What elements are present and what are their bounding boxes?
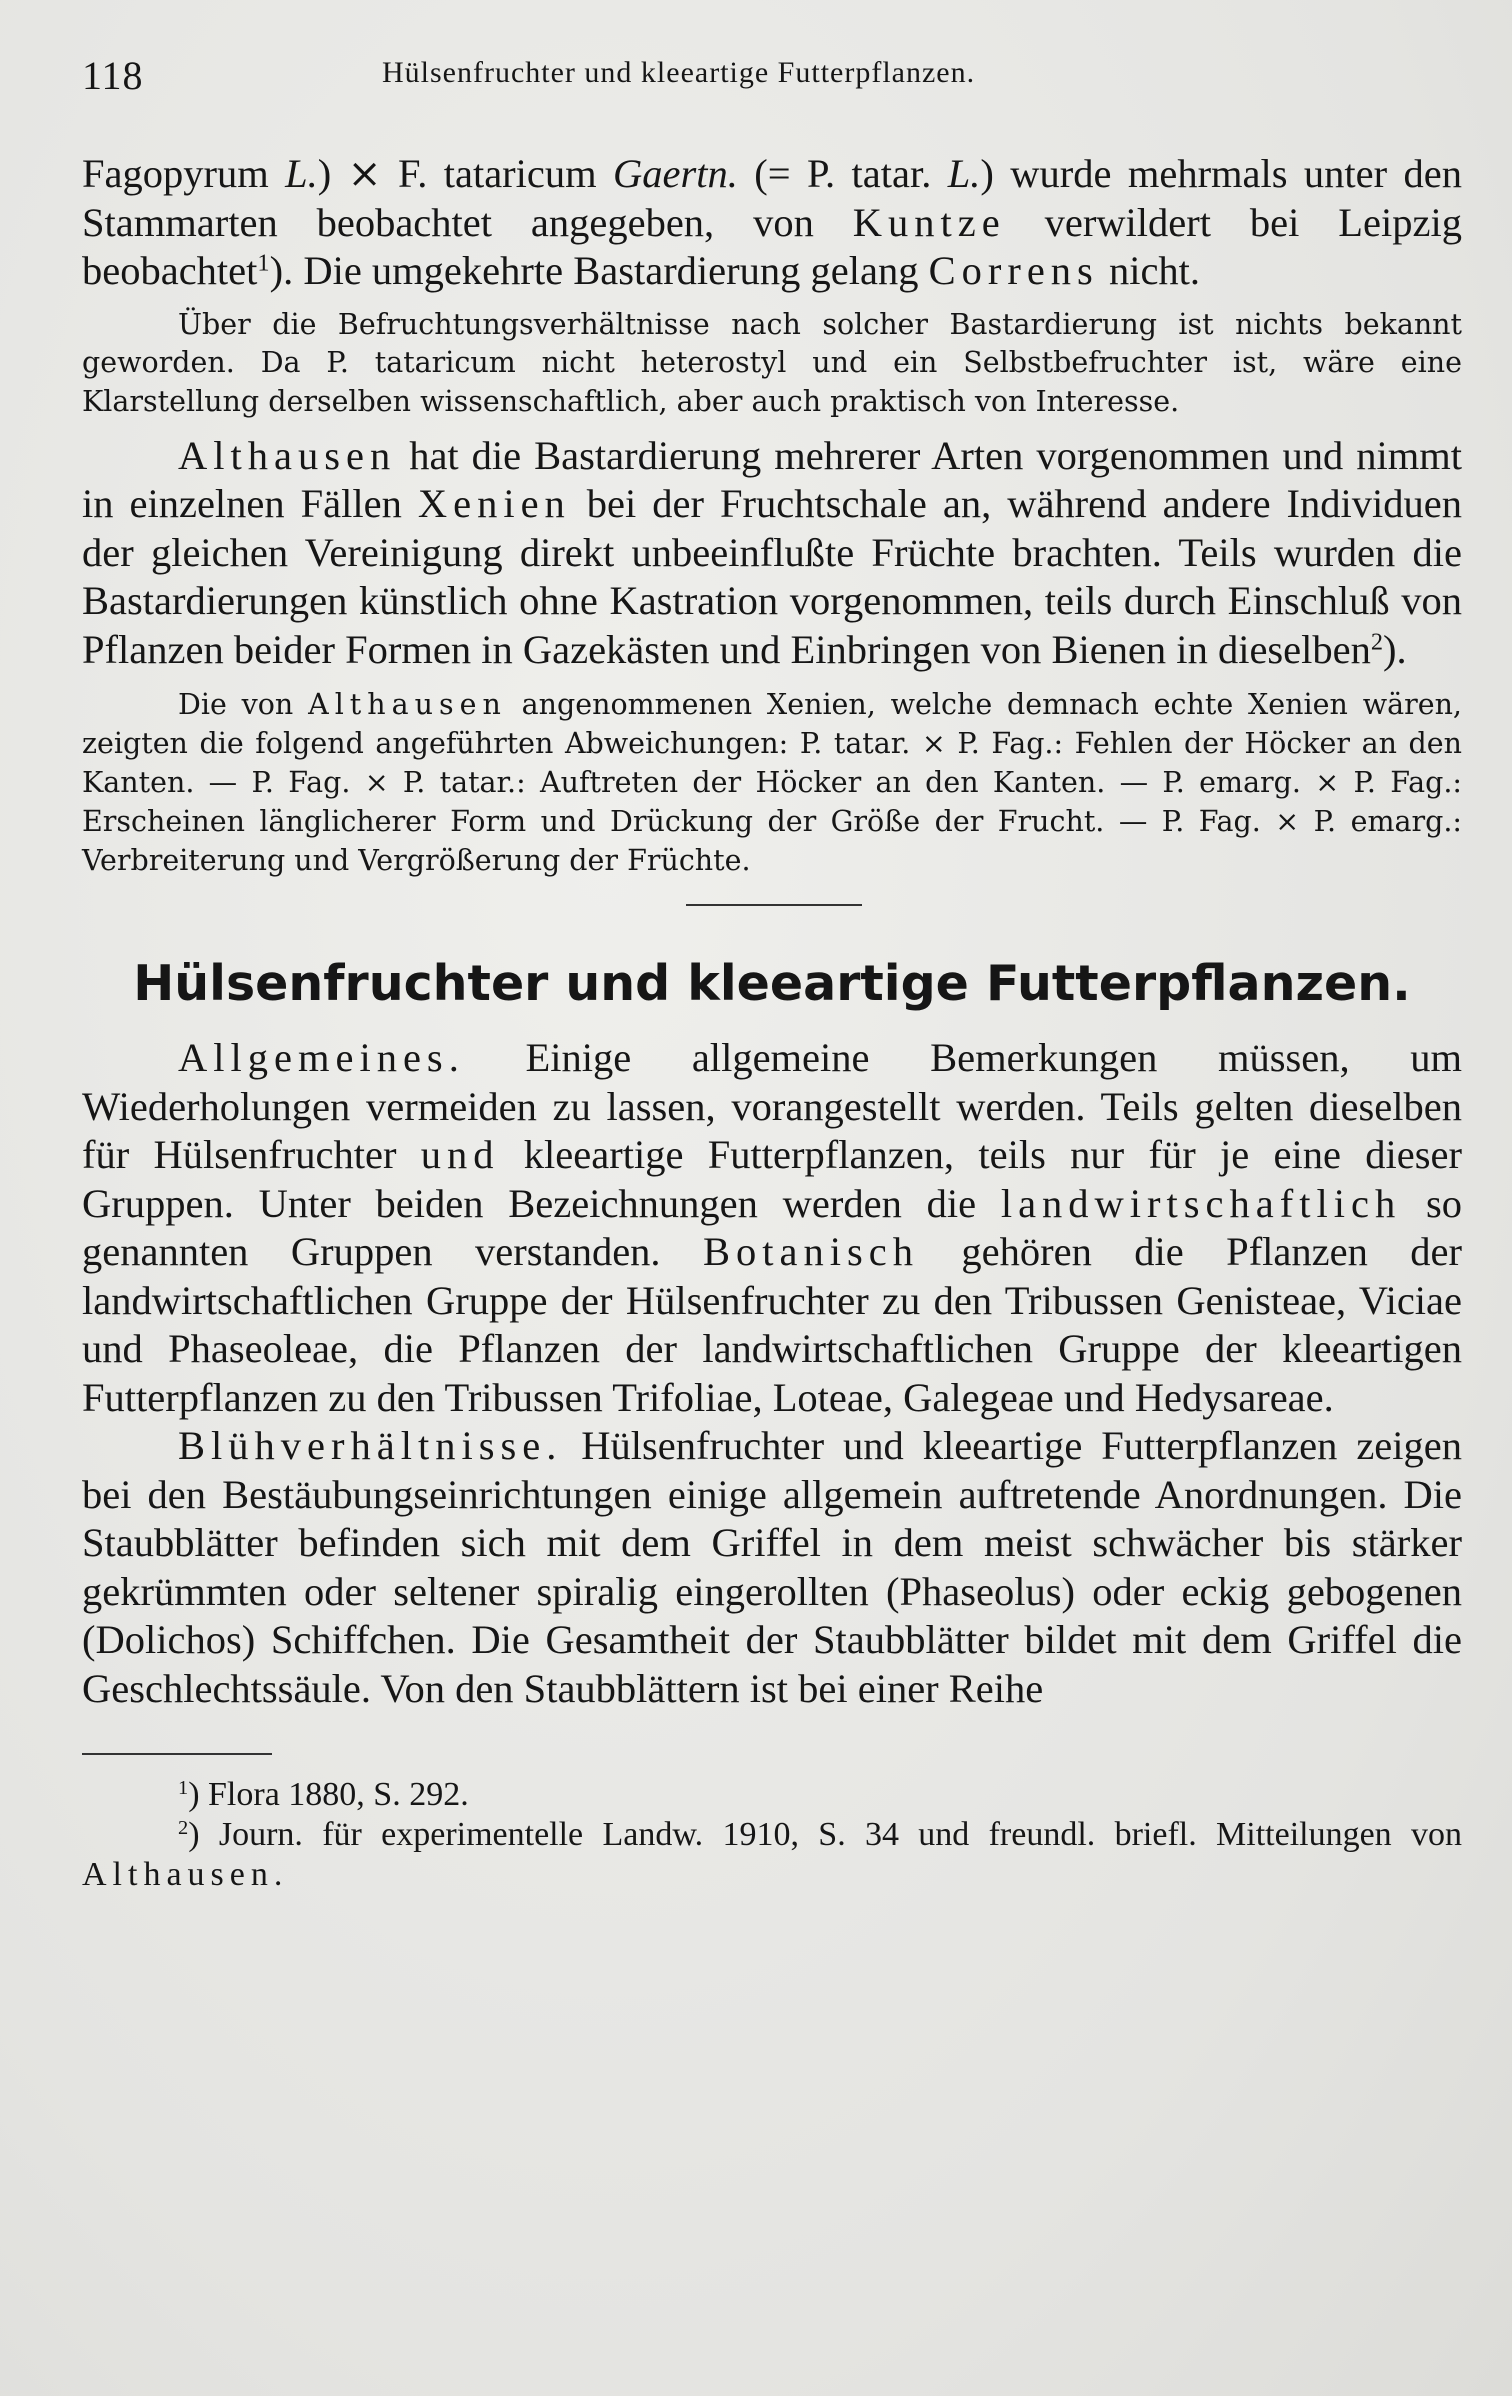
author-name: Althausen	[308, 688, 507, 722]
paragraph-fagopyrum	[82, 150, 1462, 296]
text-run-italic: Gaertn.	[613, 151, 738, 196]
text-run: hat die Bastardierung mehrerer Arten vorgenommen und nimmt in einzelnen Fällen	[82, 432, 1462, 527]
paragraph-althausen	[82, 432, 1462, 675]
author-name: Althausen	[178, 432, 397, 478]
footnote-rule	[82, 1753, 272, 1755]
text-run-italic: L.	[947, 151, 981, 196]
page-number: 118	[82, 53, 144, 98]
subheading-spaced: Blühverhältnisse.	[178, 1423, 563, 1469]
paragraph-bluehverhaeltnisse	[82, 1422, 1462, 1713]
text-run-italic: L.	[285, 151, 318, 196]
footnote-text: ) Journ. für experimentelle Landw. 1910, S. 34 und freundl. briefl. Mitteilungen von	[188, 1816, 1462, 1854]
text-run: Hülsenfruchter und kleeartige Futterpflanzen zeigen bei den Bestäubungseinrichtungen einige allgemein auftretende Anordnungen. Die Staubblätter befinden sich mit dem Griffel in dem meist schwächer bis stärker gekrümmten oder seltener spiralig eingerollten (Phaseolus) oder eckig gebogenen (Dolichos) Schiffchen. Die Gesamtheit der Staubblätter bildet mit dem Griffel die Geschlechtssäule. Von den Staubblättern ist bei einer Reihe	[82, 1423, 1462, 1711]
footnote-ref: 2	[1370, 628, 1384, 656]
footnote-ref: 1	[257, 249, 270, 277]
footnote-text: ) Flora 1880, S. 292.	[188, 1776, 469, 1814]
text-run: Die von	[178, 688, 309, 722]
text-run: ) ⨯ F. tataricum	[317, 151, 614, 196]
footnote-text: .	[273, 1856, 283, 1894]
footnote-1	[82, 1775, 1462, 1815]
text-run: Fagopyrum	[82, 151, 286, 196]
term-spaced: Xenien	[417, 481, 571, 527]
page-header	[82, 52, 1462, 96]
term-spaced: landwirtschaftlich	[1000, 1180, 1402, 1226]
text-run: verwildert bei Leipzig beobachtet	[82, 199, 1462, 293]
footnotes	[82, 1775, 1462, 1895]
footnote-mark: 2	[178, 1817, 189, 1840]
running-head: Hülsenfruchter und kleeartige Futterpflanzen.	[382, 56, 976, 89]
author-name: Correns	[928, 248, 1099, 293]
text-run: ). Die umgekehrte Bastardierung gelang	[269, 248, 929, 293]
page-body	[82, 150, 1462, 1895]
text-run: ) wurde mehrmals unter den Stammarten beobachtet angegeben, von	[82, 151, 1462, 245]
text-run: so genannten Gruppen verstanden.	[82, 1180, 1462, 1275]
subheading-spaced: Allgemeines.	[178, 1035, 465, 1081]
text-run: nicht.	[1098, 248, 1201, 293]
text-run: (= P. tatar.	[737, 151, 948, 196]
text-run: ).	[1383, 626, 1407, 672]
term-spaced: und	[420, 1132, 500, 1178]
text-run: angenommenen Xenien, welche demnach echte Xenien wären, zeigten die folgend angeführten Abweichungen: P. tatar. ⨯ P. Fag.: Fehlen der Höcker an den Kanten. — P. Fag. ⨯ P. tatar.: Auftreten der Höcker an den Kanten. — P. emarg. ⨯ P. Fag.: Erscheinen länglicherer Form und Drückung der Größe der Frucht. — P. Fag. ⨯ P. emarg.: Verbreiterung und Vergrößerung der Früchte.	[82, 688, 1462, 877]
term-spaced: Botanisch	[702, 1229, 919, 1275]
text-run: Einige allgemeine Bemerkungen müssen, um Wiederholungen vermeiden zu lassen, vorangestellt werden. Teils gelten dieselben für Hülsenfruchter	[82, 1035, 1462, 1178]
small-note-xenien	[82, 686, 1462, 880]
small-note-fertilization: Über die Befruchtungsverhältnisse nach solcher Bastardierung ist nichts bekannt geworden. Da P. tataricum nicht heterostyl und ein Selbstbefruchter ist, wäre eine Klarstellung derselben wissenschaftlich, aber auch praktisch von Interesse.	[82, 307, 1462, 419]
footnote-mark: 1	[178, 1777, 189, 1800]
text-run: gehören die Pflanzen der landwirtschaftlichen Gruppe der Hülsenfruchter zu den Tribussen Genisteae, Viciae und Phaseoleae, die Pflanzen der landwirtschaftlichen Gruppe der kleeartigen Futterpflanzen zu den Tribussen Trifoliae, Loteae, Galegeae und Hedysareae.	[82, 1229, 1462, 1420]
text-run: bei der Fruchtschale an, während andere Individuen der gleichen Vereinigung direkt unbeeinflußte Früchte brachten. Teils wurden die Bastardierungen künstlich ohne Kastration vorgenommen, teils durch Einschluß von Pflanzen beider Formen in Gazekästen und Einbringen von Bienen in dieselben	[82, 481, 1463, 672]
paragraph-allgemeines	[82, 1034, 1462, 1422]
author-name: Kuntze	[852, 199, 1006, 245]
text-run: kleeartige Futterpflanzen, teils nur für je eine dieser Gruppen. Unter beiden Bezeichnungen werden die	[82, 1132, 1462, 1226]
section-divider	[686, 904, 862, 906]
author-name: Althausen	[82, 1856, 274, 1894]
section-title: Hülsenfruchter und kleeartige Futterpflanzen.	[133, 955, 1411, 1013]
footnote-2	[82, 1815, 1462, 1895]
